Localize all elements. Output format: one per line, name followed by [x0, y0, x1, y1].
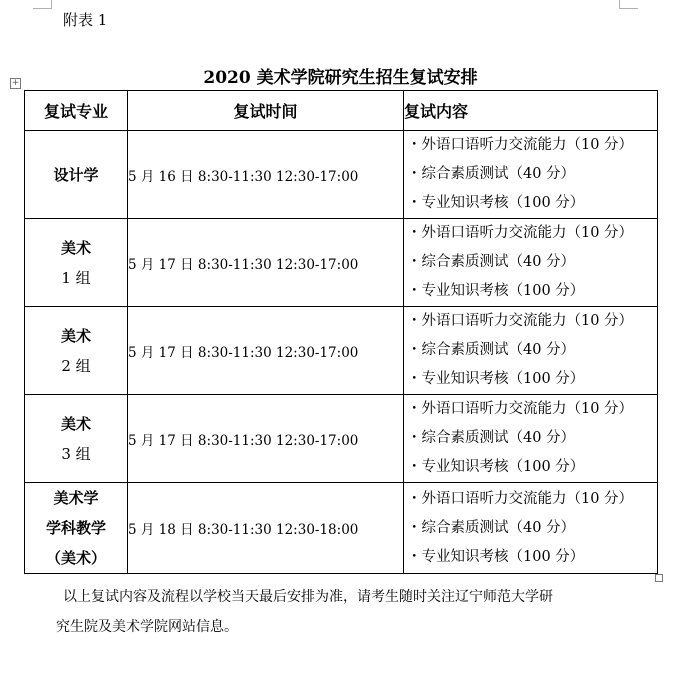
- table-row: [25, 395, 658, 483]
- time-cell: 5 月 18 日 8:30-11:30 12:30-18:00: [128, 483, 404, 574]
- time-cell: 5 月 17 日 8:30-11:30 12:30-17:00: [128, 219, 404, 307]
- table-row: [25, 307, 658, 395]
- major-name: 设计学: [53, 165, 99, 184]
- content-item: ・综合素质测试（40 分）: [407, 254, 576, 270]
- content-item: ・外语口语听力交流能力（10 分）: [407, 313, 634, 329]
- major-cell: [25, 131, 128, 219]
- major-cell: [25, 219, 128, 307]
- table-row: [25, 131, 658, 219]
- content-cell: [404, 219, 658, 307]
- major-group: 2 组: [61, 356, 91, 375]
- schedule-table: [24, 90, 658, 574]
- content-cell: [404, 307, 658, 395]
- time-cell: 5 月 17 日 8:30-11:30 12:30-17:00: [128, 307, 404, 395]
- footnote-line: 究生院及美术学院网站信息。: [56, 619, 238, 635]
- content-cell: [404, 483, 658, 574]
- content-item: ・专业知识考核（100 分）: [407, 283, 585, 299]
- content-item: ・外语口语听力交流能力（10 分）: [407, 225, 634, 241]
- header-content: 复试内容: [404, 91, 658, 131]
- major-subject: 学科教学: [45, 519, 106, 537]
- major-name: 美术: [60, 238, 91, 257]
- table-row: [25, 483, 658, 574]
- page-title: 2020 美术学院研究生招生复试安排: [203, 68, 478, 88]
- major-subject-note: （美术）: [45, 549, 106, 567]
- content-item: ・外语口语听力交流能力（10 分）: [407, 490, 634, 507]
- content-item: ・外语口语听力交流能力（10 分）: [407, 401, 634, 417]
- page-margin-mark-left: [33, 0, 52, 9]
- major-cell: [25, 307, 128, 395]
- content-item: ・综合素质测试（40 分）: [407, 430, 576, 446]
- header-time: 复试时间: [128, 91, 404, 131]
- page-margin-mark-right: [619, 0, 638, 9]
- table-header-row: [25, 91, 658, 131]
- time-cell: 5 月 16 日 8:30-11:30 12:30-17:00: [128, 131, 404, 219]
- content-item: ・外语口语听力交流能力（10 分）: [407, 137, 634, 153]
- major-cell: [25, 483, 128, 574]
- content-cell: [404, 131, 658, 219]
- major-cell: [25, 395, 128, 483]
- content-item: ・专业知识考核（100 分）: [407, 459, 585, 475]
- content-item: ・专业知识考核（100 分）: [407, 195, 585, 211]
- major-name: 美术: [60, 326, 91, 345]
- content-cell: [404, 395, 658, 483]
- content-item: ・综合素质测试（40 分）: [407, 166, 576, 182]
- content-item: ・专业知识考核（100 分）: [407, 548, 585, 565]
- footnote-line: 以上复试内容及流程以学校当天最后安排为准，请考生随时关注辽宁师范大学研: [63, 589, 553, 605]
- time-cell: 5 月 17 日 8:30-11:30 12:30-17:00: [128, 395, 404, 483]
- content-item: ・综合素质测试（40 分）: [407, 519, 576, 536]
- table-row: [25, 219, 658, 307]
- major-name: 美术: [60, 414, 91, 433]
- content-item: ・综合素质测试（40 分）: [407, 342, 576, 358]
- appendix-label: 附表 1: [63, 11, 108, 29]
- major-group: 1 组: [61, 268, 91, 287]
- major-group: 3 组: [61, 444, 91, 463]
- content-item: ・专业知识考核（100 分）: [407, 371, 585, 387]
- major-name: 美术学: [53, 489, 99, 507]
- header-major: 复试专业: [25, 91, 128, 131]
- table-move-handle-icon[interactable]: +: [11, 78, 20, 88]
- table-resize-handle[interactable]: [655, 574, 663, 582]
- footnote: [56, 582, 643, 642]
